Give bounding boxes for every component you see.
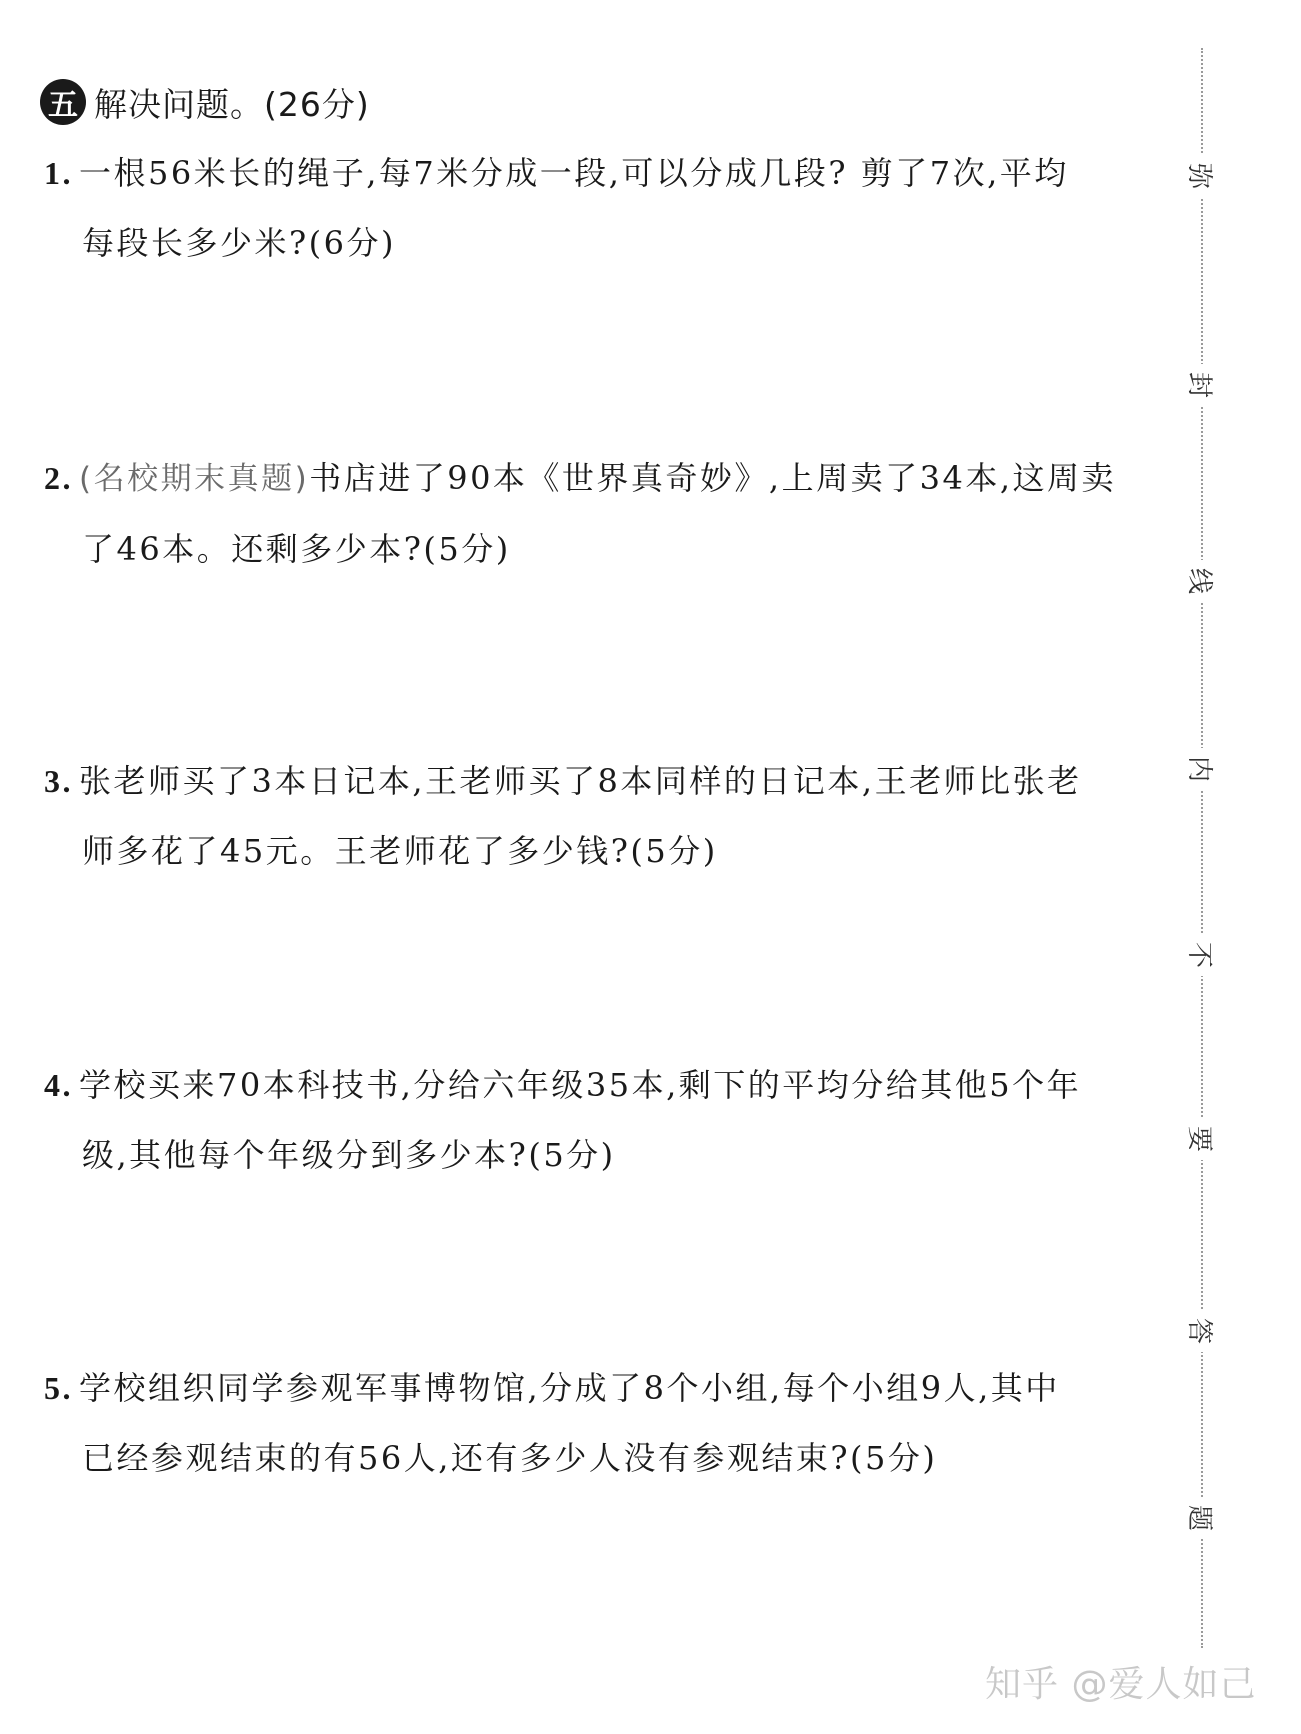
question-3 <box>44 746 1164 886</box>
question-1-number: 1. <box>44 155 73 191</box>
section-title: 解决问题。(26分) <box>94 84 370 124</box>
question-2-line-2: 了46本。还剩多少本?(5分) <box>82 530 511 568</box>
question-1-text: 一根56米长的绳子,每7米分成一段,可以分成几段? 剪了7次,平均 <box>79 154 1069 192</box>
binding-char-3: 线 <box>1181 560 1223 602</box>
binding-char-1: 弥 <box>1181 155 1223 197</box>
binding-char-7: 答 <box>1181 1310 1223 1352</box>
question-2-text: 书店进了90本《世界真奇妙》,上周卖了34本,这周卖 <box>309 459 1116 497</box>
section-number-badge: 五 <box>40 79 86 125</box>
question-1-line-2: 每段长多少米?(6分) <box>82 224 396 262</box>
section-header <box>40 78 370 126</box>
question-4-line-1 <box>44 1050 1164 1120</box>
question-5 <box>44 1353 1164 1493</box>
binding-dotted-line <box>1201 48 1203 1648</box>
binding-char-2: 封 <box>1181 364 1223 406</box>
question-1-line-1 <box>44 138 1164 208</box>
binding-char-8: 题 <box>1181 1497 1223 1539</box>
question-5-line-1 <box>44 1353 1164 1423</box>
question-5-line-2: 已经参观结束的有56人,还有多少人没有参观结束?(5分) <box>82 1439 938 1477</box>
question-4-line-2: 级,其他每个年级分到多少本?(5分) <box>82 1136 616 1174</box>
question-2 <box>44 443 1164 584</box>
question-4 <box>44 1050 1164 1190</box>
question-1 <box>44 138 1164 278</box>
question-3-number: 3. <box>44 763 73 799</box>
question-5-text: 学校组织同学参观军事博物馆,分成了8个小组,每个小组9人,其中 <box>79 1369 1060 1407</box>
question-3-line-1 <box>44 746 1164 816</box>
question-2-line-1 <box>44 443 1164 514</box>
binding-char-5: 不 <box>1181 934 1223 976</box>
question-2-source-tag: (名校期末真题) <box>79 461 310 497</box>
question-4-number: 4. <box>44 1067 73 1103</box>
watermark: 知乎 @爱人如己 <box>985 1664 1257 1705</box>
question-3-line-2: 师多花了45元。王老师花了多少钱?(5分) <box>82 832 718 870</box>
question-4-text: 学校买来70本科技书,分给六年级35本,剩下的平均分给其他5个年 <box>79 1066 1082 1104</box>
question-3-text: 张老师买了3本日记本,王老师买了8本同样的日记本,王老师比张老 <box>79 762 1082 800</box>
question-5-number: 5. <box>44 1370 73 1406</box>
binding-char-4: 内 <box>1181 748 1223 790</box>
question-2-number: 2. <box>44 460 73 496</box>
binding-char-6: 要 <box>1181 1118 1223 1160</box>
